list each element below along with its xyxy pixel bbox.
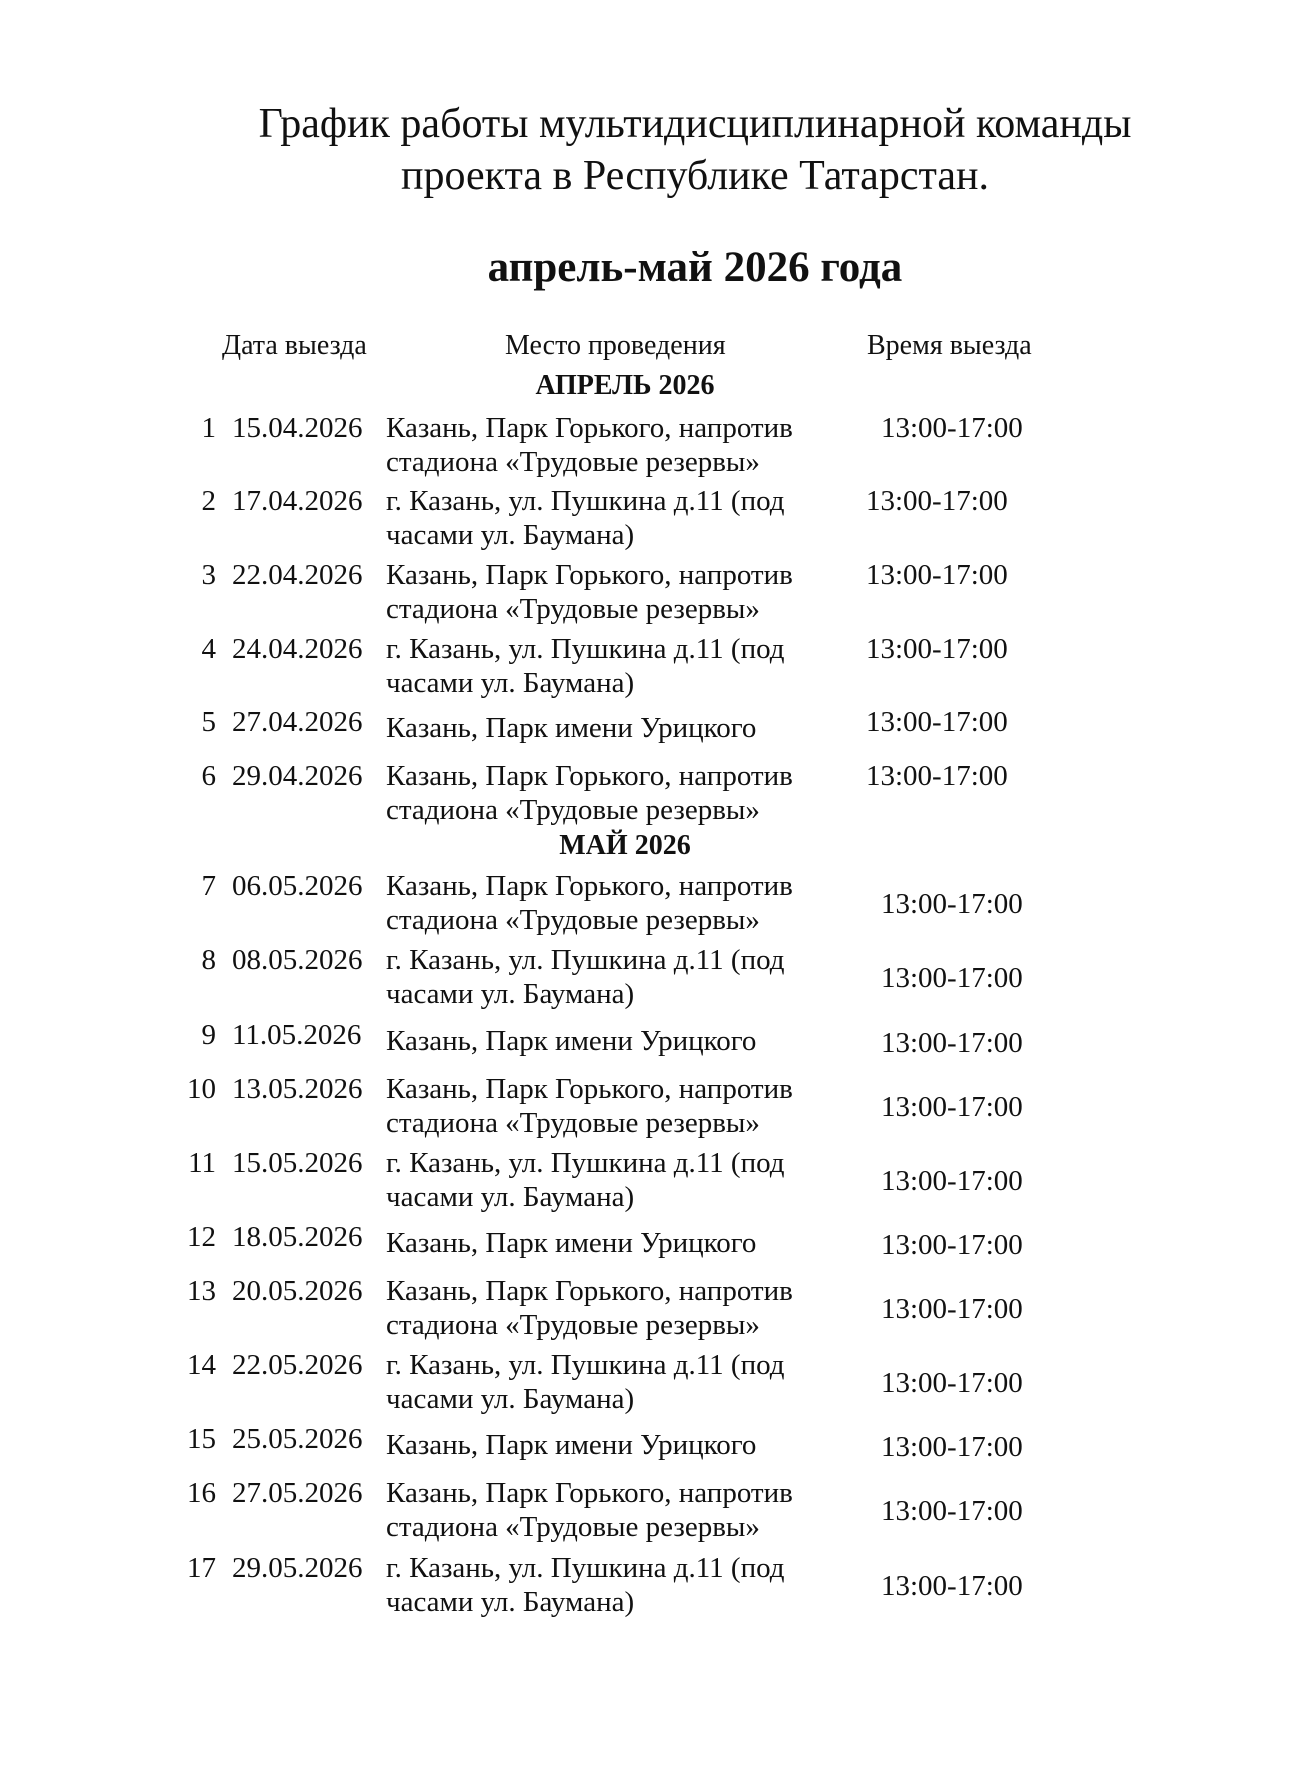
- header-time: Время выезда: [867, 330, 1032, 361]
- row-time: 13:00-17:00: [881, 1165, 1023, 1197]
- row-place-line: Казань, Парк Горького, напротив: [386, 1477, 793, 1509]
- row-date: 25.05.2026: [232, 1423, 363, 1455]
- row-date: 15.05.2026: [232, 1147, 363, 1179]
- row-date: 27.04.2026: [232, 706, 363, 738]
- row-time: 13:00-17:00: [881, 1027, 1023, 1059]
- row-number: 10: [187, 1073, 216, 1105]
- row-place-line: Казань, Парк Горького, напротив: [386, 870, 793, 902]
- row-number: 2: [201, 485, 216, 517]
- row-number: 4: [201, 633, 216, 665]
- row-number: 9: [201, 1019, 216, 1051]
- row-place-line: Казань, Парк Горького, напротив: [386, 412, 793, 444]
- row-place-line: стадиона «Трудовые резервы»: [386, 1107, 760, 1139]
- row-place-line: Казань, Парк Горького, напротив: [386, 1073, 793, 1105]
- row-place-line: г. Казань, ул. Пушкина д.11 (под: [386, 633, 785, 665]
- row-number: 16: [187, 1477, 216, 1509]
- row-number: 17: [187, 1552, 216, 1584]
- row-time: 13:00-17:00: [866, 706, 1008, 738]
- document-title-line-2: проекта в Республике Татарстан.: [401, 153, 989, 199]
- row-place-line: часами ул. Баумана): [386, 667, 635, 699]
- row-place-line: стадиона «Трудовые резервы»: [386, 593, 760, 625]
- row-date: 17.04.2026: [232, 485, 363, 517]
- row-date: 27.05.2026: [232, 1477, 363, 1509]
- row-number: 6: [201, 760, 216, 792]
- row-time: 13:00-17:00: [866, 485, 1008, 517]
- row-place-line: Казань, Парк Горького, напротив: [386, 559, 793, 591]
- row-place-line: часами ул. Баумана): [386, 978, 635, 1010]
- row-place-line: стадиона «Трудовые резервы»: [386, 1309, 760, 1341]
- row-time: 13:00-17:00: [881, 1091, 1023, 1123]
- document-subtitle: апрель-май 2026 года: [487, 244, 903, 291]
- header-place: Место проведения: [505, 330, 726, 361]
- row-number: 8: [201, 944, 216, 976]
- row-time: 13:00-17:00: [881, 962, 1023, 994]
- document-title-line-1: График работы мультидисциплинарной команды: [258, 101, 1132, 147]
- row-place-line: Казань, Парк Горького, напротив: [386, 1275, 793, 1307]
- row-place-line: г. Казань, ул. Пушкина д.11 (под: [386, 485, 785, 517]
- row-time: 13:00-17:00: [881, 412, 1023, 444]
- row-date: 15.04.2026: [232, 412, 363, 444]
- month-heading-may: МАЙ 2026: [559, 830, 691, 861]
- row-place-line: часами ул. Баумана): [386, 519, 635, 551]
- row-number: 15: [187, 1423, 216, 1455]
- row-time: 13:00-17:00: [881, 1570, 1023, 1602]
- row-place-line: г. Казань, ул. Пушкина д.11 (под: [386, 1147, 785, 1179]
- row-time: 13:00-17:00: [881, 1431, 1023, 1463]
- row-time: 13:00-17:00: [866, 633, 1008, 665]
- row-date: 06.05.2026: [232, 870, 363, 902]
- row-date: 29.05.2026: [232, 1552, 363, 1584]
- row-date: 22.05.2026: [232, 1349, 363, 1381]
- row-time: 13:00-17:00: [866, 760, 1008, 792]
- row-place-line: г. Казань, ул. Пушкина д.11 (под: [386, 1349, 785, 1381]
- row-place-line: г. Казань, ул. Пушкина д.11 (под: [386, 1552, 785, 1584]
- row-time: 13:00-17:00: [881, 1229, 1023, 1261]
- row-date: 08.05.2026: [232, 944, 363, 976]
- row-place-line: часами ул. Баумана): [386, 1383, 635, 1415]
- row-place-line: Казань, Парк имени Урицкого: [386, 1025, 757, 1057]
- month-heading-april: АПРЕЛЬ 2026: [535, 370, 715, 401]
- row-place-line: Казань, Парк Горького, напротив: [386, 760, 793, 792]
- row-number: 7: [201, 870, 216, 902]
- row-date: 20.05.2026: [232, 1275, 363, 1307]
- row-place-line: стадиона «Трудовые резервы»: [386, 794, 760, 826]
- row-number: 12: [187, 1221, 216, 1253]
- row-time: 13:00-17:00: [866, 559, 1008, 591]
- row-place-line: стадиона «Трудовые резервы»: [386, 1511, 760, 1543]
- row-date: 22.04.2026: [232, 559, 363, 591]
- row-number: 14: [187, 1349, 216, 1381]
- row-place-line: Казань, Парк имени Урицкого: [386, 1227, 757, 1259]
- row-place-line: стадиона «Трудовые резервы»: [386, 446, 760, 478]
- row-number: 13: [187, 1275, 216, 1307]
- row-date: 24.04.2026: [232, 633, 363, 665]
- row-time: 13:00-17:00: [881, 888, 1023, 920]
- row-place-line: Казань, Парк имени Урицкого: [386, 712, 757, 744]
- row-date: 18.05.2026: [232, 1221, 363, 1253]
- row-date: 29.04.2026: [232, 760, 363, 792]
- row-place-line: часами ул. Баумана): [386, 1586, 635, 1618]
- row-number: 1: [201, 412, 216, 444]
- row-time: 13:00-17:00: [881, 1367, 1023, 1399]
- row-time: 13:00-17:00: [881, 1293, 1023, 1325]
- row-date: 11.05.2026: [232, 1019, 362, 1051]
- row-place-line: г. Казань, ул. Пушкина д.11 (под: [386, 944, 785, 976]
- row-number: 3: [201, 559, 216, 591]
- row-place-line: стадиона «Трудовые резервы»: [386, 904, 760, 936]
- row-time: 13:00-17:00: [881, 1495, 1023, 1527]
- row-place-line: Казань, Парк имени Урицкого: [386, 1429, 757, 1461]
- row-date: 13.05.2026: [232, 1073, 363, 1105]
- row-number: 5: [201, 706, 216, 738]
- row-number: 11: [188, 1147, 216, 1179]
- header-date: Дата выезда: [222, 330, 367, 361]
- row-place-line: часами ул. Баумана): [386, 1181, 635, 1213]
